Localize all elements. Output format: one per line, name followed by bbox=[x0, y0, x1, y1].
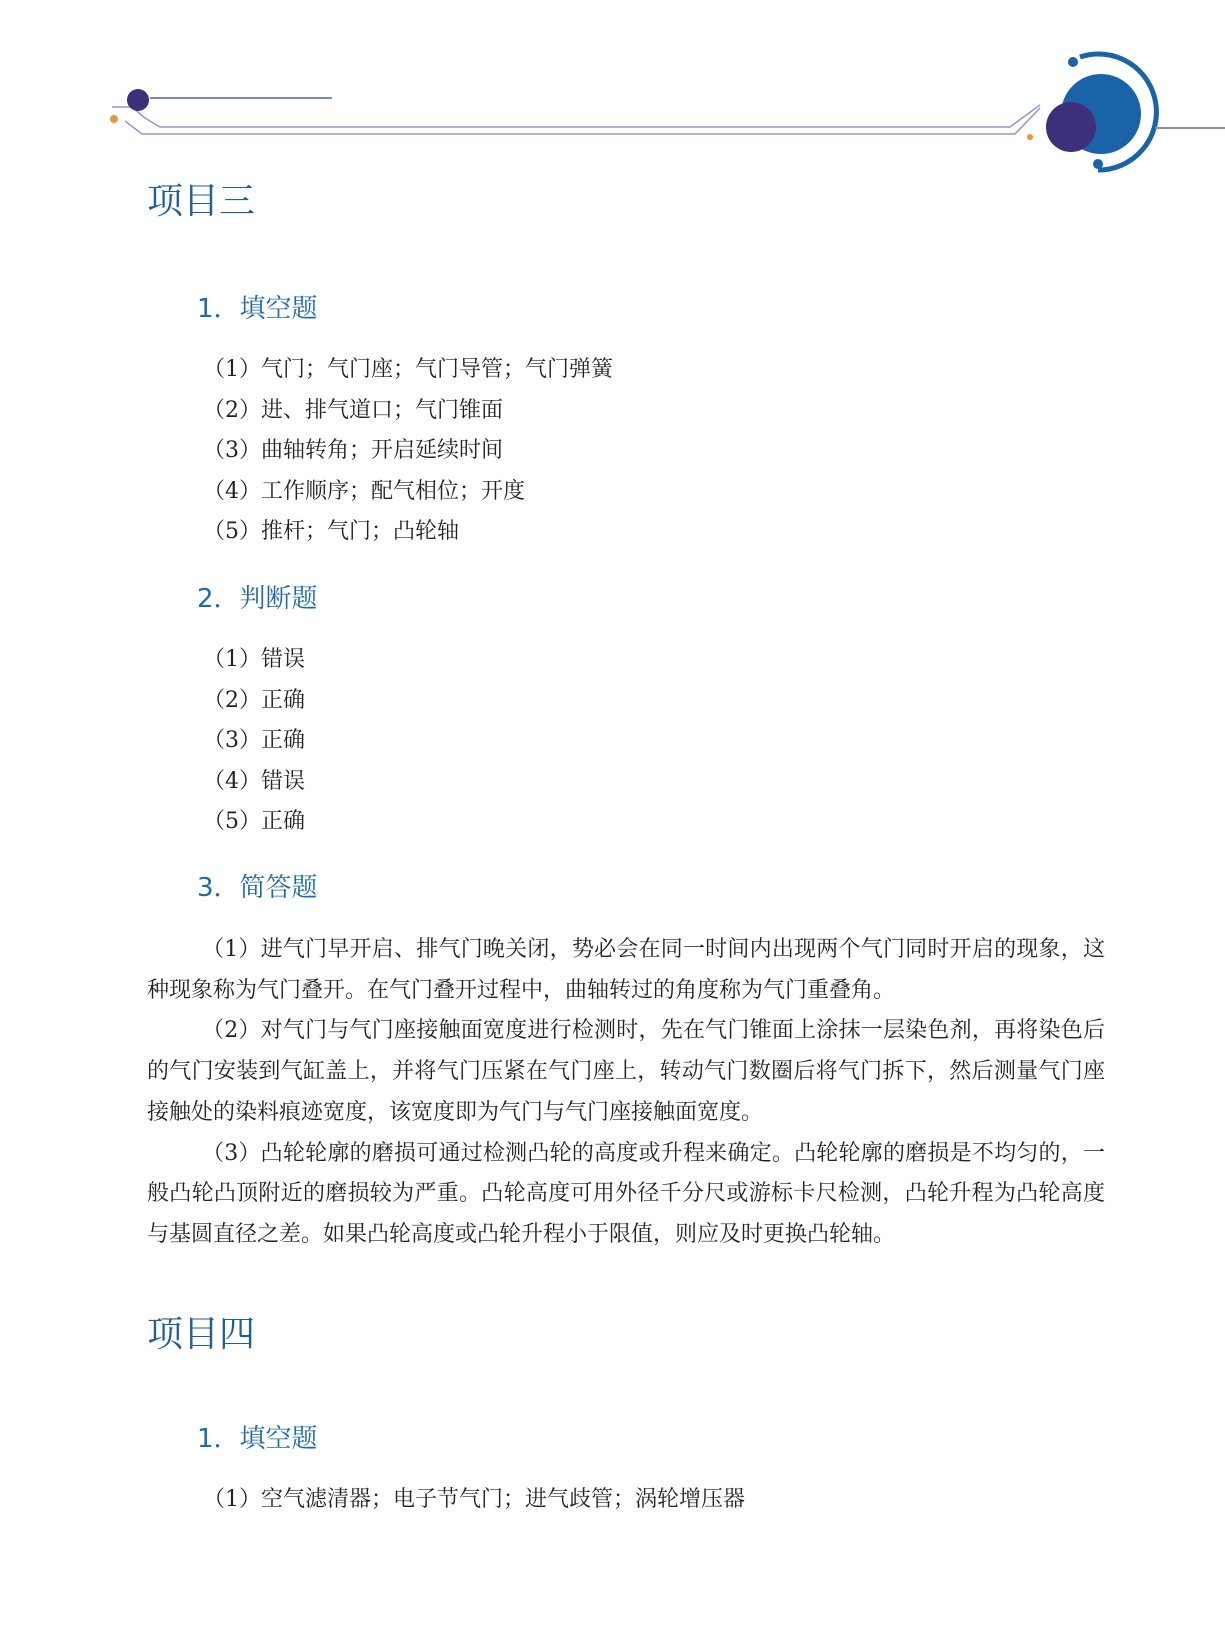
header-decoration bbox=[0, 0, 1225, 180]
project3-judge-title: 2．判断题 bbox=[197, 584, 318, 614]
list-item: （4）错误 bbox=[203, 768, 305, 794]
list-item: （2）进、排气道口；气门锥面 bbox=[203, 397, 503, 423]
project3-fill-list bbox=[203, 350, 613, 553]
project3-fill-title: 1．填空题 bbox=[197, 294, 318, 324]
project3-judge-list bbox=[203, 640, 305, 843]
answer-paragraph: （3）凸轮轮廓的磨损可通过检测凸轮的高度或升程来确定。凸轮轮廓的磨损是不均匀的，一般凸轮凸顶附近的磨损较为严重。凸轮高度可用外径千分尺或游标卡尺检测，凸轮升程为凸轮高度与基圆直径之差。如果凸轮高度或凸轮升程小于限值，则应及时更换凸轮轴。 bbox=[147, 1140, 1105, 1247]
list-item: （2）正确 bbox=[203, 687, 305, 713]
list-item: （5）推杆；气门；凸轮轴 bbox=[203, 519, 459, 544]
list-item: （1）气门；气门座；气门导管；气门弹簧 bbox=[203, 357, 613, 382]
project3-title: 项目三 bbox=[147, 181, 256, 222]
project4-fill-list bbox=[203, 1480, 745, 1521]
answer-paragraph: （1）进气门早开启、排气门晚关闭，势必会在同一时间内出现两个气门同时开启的现象，这种现象称为气门叠开。在气门叠开过程中，曲轴转过的角度称为气门重叠角。 bbox=[147, 937, 1105, 1003]
project4-title: 项目四 bbox=[147, 1314, 256, 1355]
list-item: （1）错误 bbox=[203, 647, 305, 672]
list-item: （5）正确 bbox=[203, 809, 305, 834]
list-item: （4）工作顺序；配气相位；开度 bbox=[203, 478, 525, 504]
project4-fill-title: 1．填空题 bbox=[197, 1424, 318, 1454]
project3-short-answers bbox=[147, 930, 1105, 1256]
list-item: （3）曲轴转角；开启延续时间 bbox=[203, 438, 503, 463]
list-item: （1）空气滤清器；电子节气门；进气歧管；涡轮增压器 bbox=[203, 1487, 745, 1512]
list-item: （3）正确 bbox=[203, 728, 305, 753]
project3-short-title: 3．简答题 bbox=[197, 873, 318, 903]
answer-paragraph: （2）对气门与气门座接触面宽度进行检测时，先在气门锥面上涂抹一层染色剂，再将染色后的气门安装到气缸盖上，并将气门压紧在气门座上，转动气门数圈后将气门拆下，然后测量气门座接触处的染料痕迹宽度，该宽度即为气门与气门座接触面宽度。 bbox=[147, 1018, 1105, 1125]
